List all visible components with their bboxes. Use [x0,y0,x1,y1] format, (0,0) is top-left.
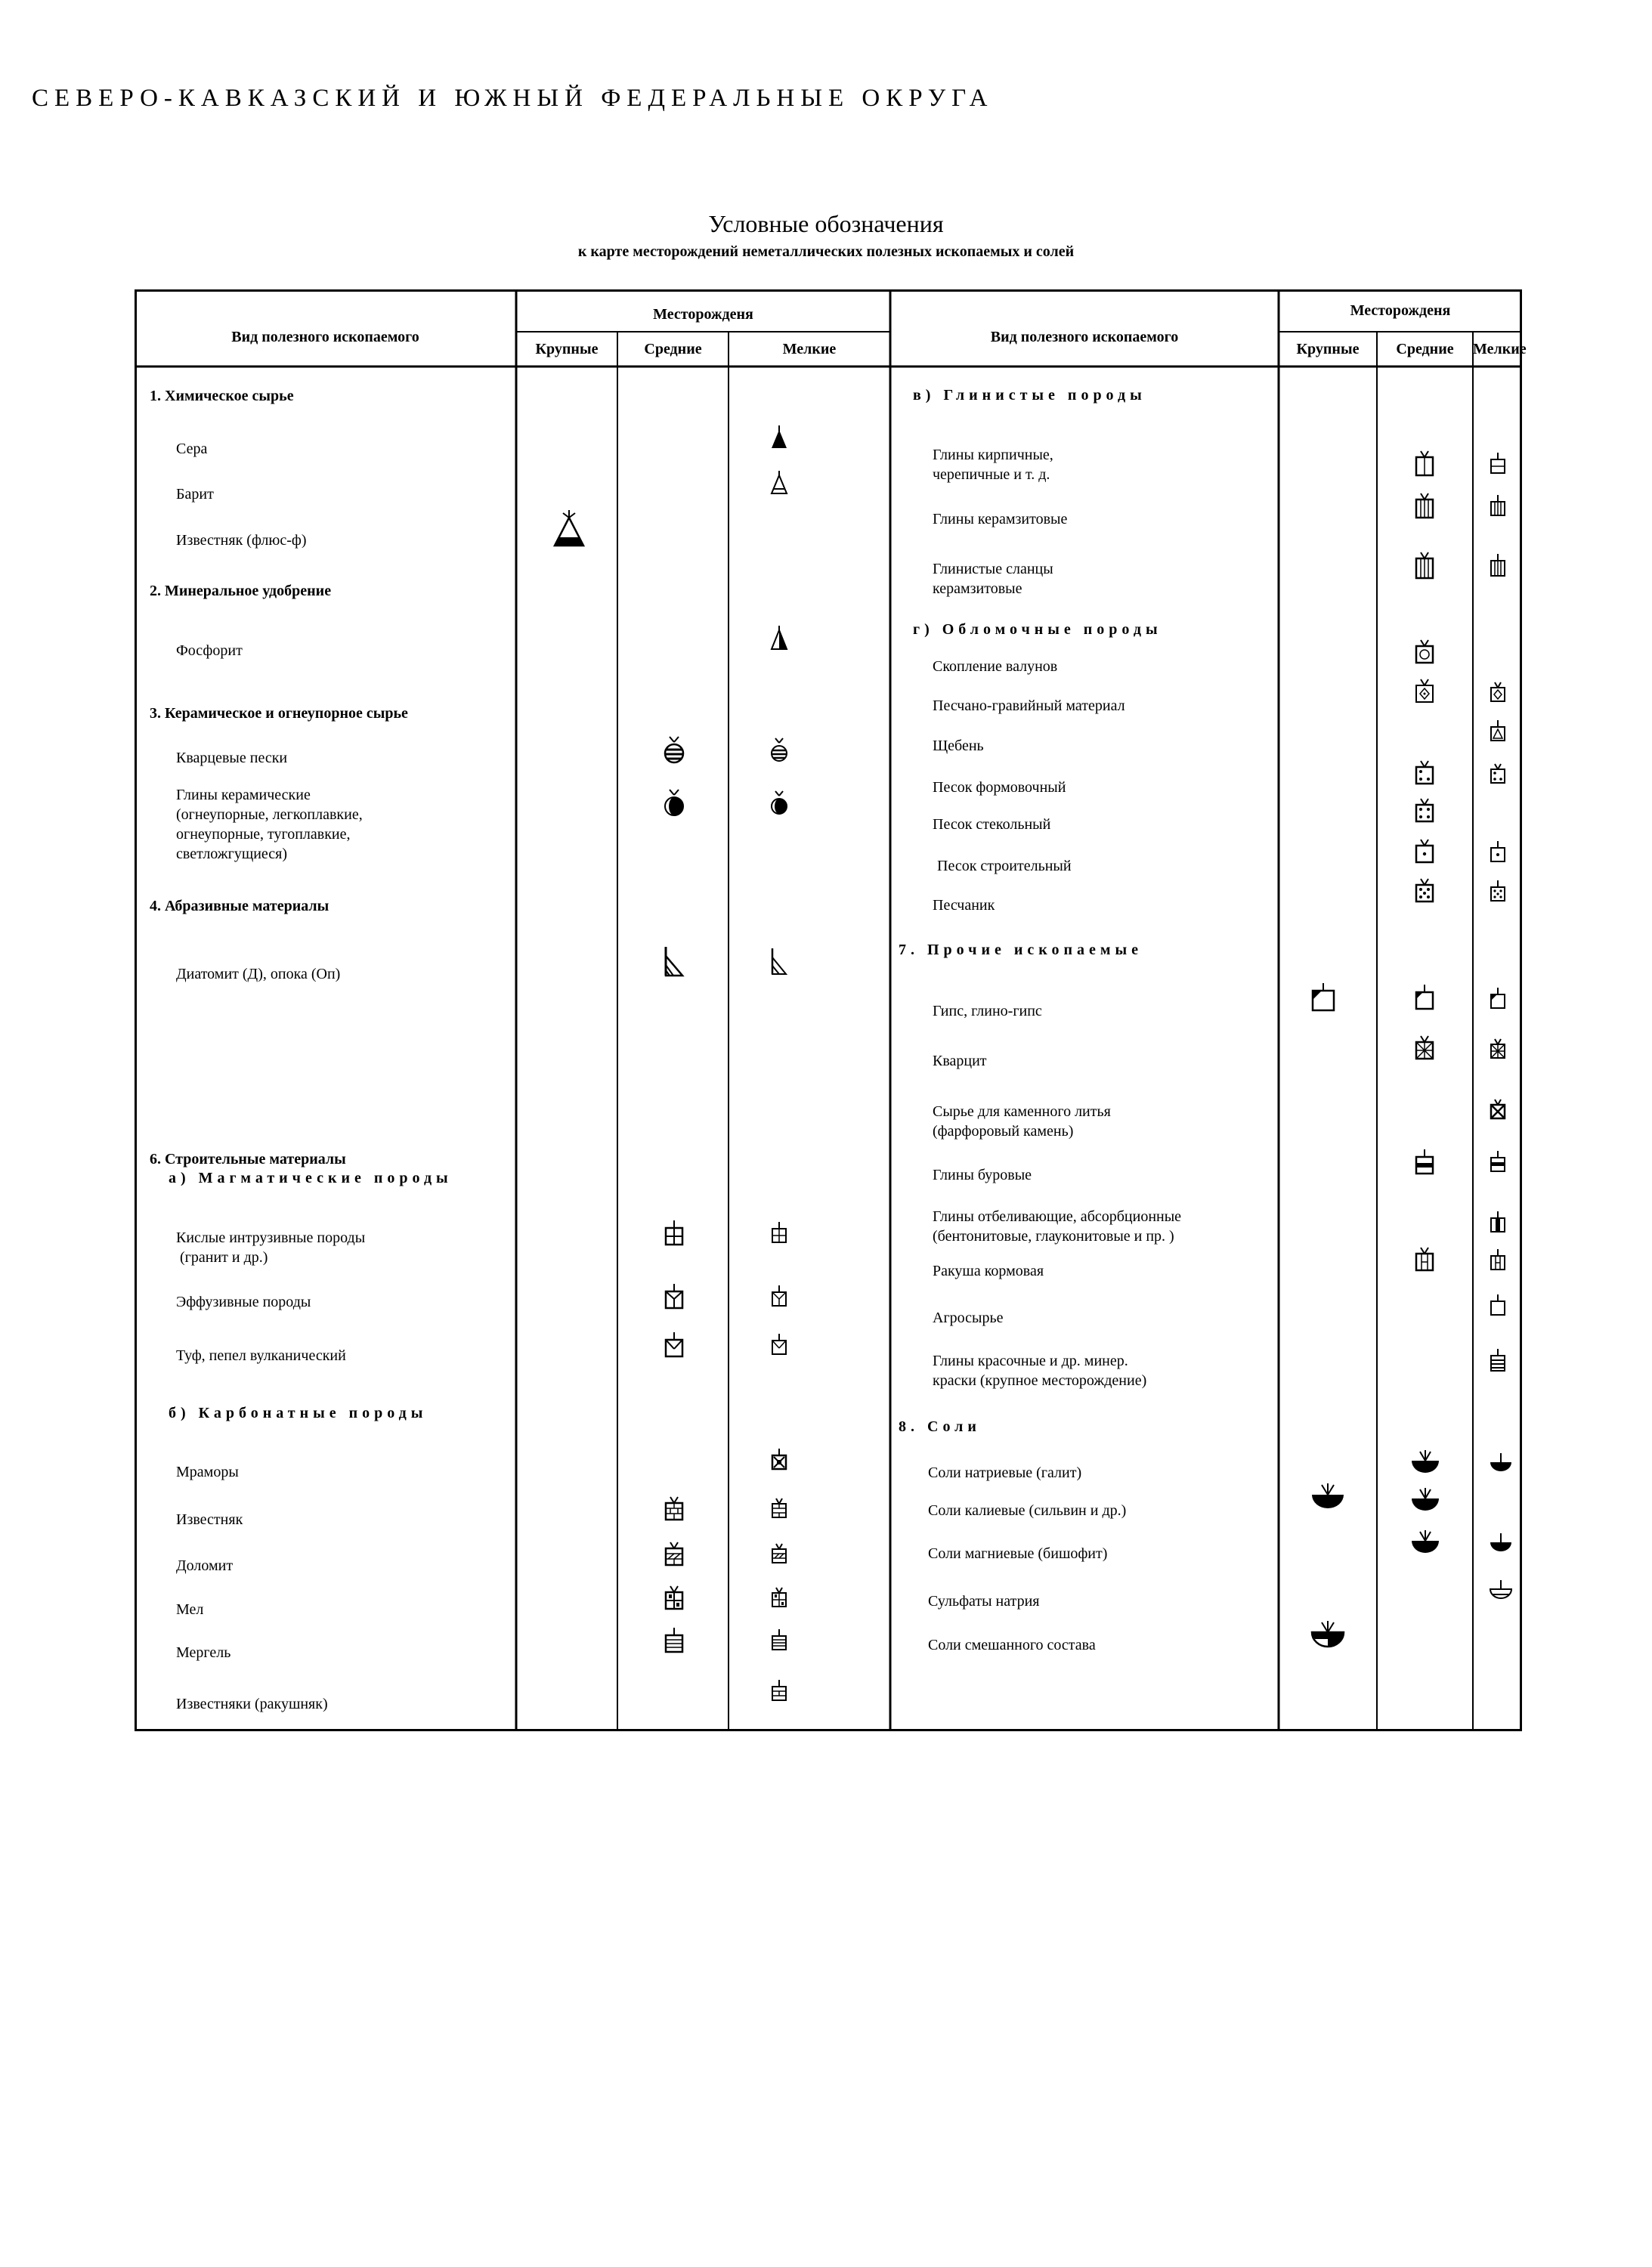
stone-casting-icon [1489,1098,1507,1122]
item-drilling-clay: Глины буровые [933,1167,1032,1183]
marl-square-small-icon [770,1629,788,1653]
item-effusive: Эффузивные породы [176,1294,311,1310]
sandstone-small-icon [1489,880,1507,905]
y-square-small-icon [770,1285,788,1310]
item-dolomite: Доломит [176,1557,234,1574]
item-sulfur: Сера [176,441,208,457]
item-paint-clay: Глины красочные и др. минер. [933,1353,1128,1369]
item-paint-clay-line2: краски (крупное месторождение) [933,1372,1147,1389]
item-mixed-salts: Соли смешанного состава [928,1637,1096,1653]
half-circle-filled-small-icon [1489,1533,1513,1554]
item-glass-sand: Песок стекольный [933,816,1051,833]
item-ceramic-clay-line3: огнеупорные, тугоплавкие, [176,826,351,843]
gypsum-small-icon [1489,988,1507,1012]
item-feed-shell: Ракуша кормовая [933,1263,1044,1279]
building-sand-icon [1414,838,1435,865]
expanded-clay-icon [1413,492,1436,521]
brick-clay-icon [1413,450,1436,478]
expanded-clay-small-icon [1489,495,1507,519]
agro-raw-icon [1489,1294,1507,1319]
quartzite-small-icon [1489,1038,1507,1062]
legend-table [135,289,1527,1731]
header-small-left: Мелкие [782,341,837,357]
item-ceramic-clay-line4: светложгущиеся) [176,846,288,862]
envelope-square-icon [664,1332,685,1359]
feed-shell-icon [1414,1246,1435,1273]
brick-square-small-icon [770,1497,788,1521]
item-agro-raw: Агросырье [933,1310,1004,1326]
item-chalk: Мел [176,1601,204,1618]
item-building-sand: Песок строительный [937,858,1072,874]
sand-gravel-small-icon [1489,681,1507,705]
half-circle-filled-small-icon [1489,1453,1513,1474]
item-sodium-sulfates: Сульфаты натрия [928,1593,1040,1610]
section-ceramic: 3. Керамическое и огнеупорное сырье [150,705,408,722]
half-circle-mixed-icon [1310,1621,1345,1650]
item-shell-limestone: Известняки (ракушняк) [176,1696,328,1712]
item-magnesium-salts: Соли магниевые (бишофит) [928,1545,1108,1562]
header-large-right: Крупные [1296,341,1360,357]
header-medium-left: Средние [644,341,702,357]
item-marble: Мраморы [176,1464,239,1480]
flux-triangle-icon [552,510,586,548]
item-quartz-sand: Кварцевые пески [176,750,288,766]
drilling-clay-icon [1414,1149,1435,1177]
item-expanded-clay: Глины керамзитовые [933,511,1068,527]
brick-square-icon [664,1495,685,1523]
item-brick-clay-line2: черепичные и т. д. [933,466,1050,483]
half-circle-filled-icon [1410,1530,1440,1554]
molding-sand-small-icon [1489,762,1507,787]
feed-shell-small-icon [1489,1249,1507,1273]
item-brick-clay: Глины кирпичные, [933,447,1053,463]
item-bleaching-clay: Глины отбеливающие, абсорбционные [933,1208,1182,1225]
quartzite-icon [1414,1035,1435,1062]
header-mineral-type-left: Вид полезного ископаемого [231,329,419,345]
item-tuff: Туф, пепел вулканический [176,1347,346,1364]
item-diatomite: Диатомит (Д), опока (Оп) [176,966,341,982]
item-crushed-stone: Щебень [933,738,984,754]
legend-title: Условные обозначения [708,210,944,237]
item-boulders: Скопление валунов [933,658,1058,675]
item-acid-intrusive: Кислые интрузивные породы [176,1229,366,1246]
right-triangle-small-icon [769,948,789,976]
shell-limestone-square-icon [770,1680,788,1704]
half-circle-filled-large-icon [1310,1483,1345,1511]
striped-circle-small-icon [769,737,789,764]
half-moon-circle-icon [663,788,685,818]
item-clay-shale-line2: керамзитовые [933,580,1022,597]
half-circle-filled-icon [1410,1488,1440,1512]
x-square-icon [770,1449,788,1473]
molding-sand-icon [1414,759,1435,787]
item-molding-sand: Песок формовочный [933,779,1066,796]
sand-gravel-icon [1414,678,1435,705]
boulder-square-icon [1414,639,1435,666]
item-phosphorite: Фосфорит [176,642,243,659]
subsection-magmatic: а) Магматические породы [169,1170,453,1186]
triangle-striped-icon [769,471,789,495]
bleaching-clay-icon [1489,1211,1507,1236]
clay-shale-icon [1413,551,1436,581]
item-marl: Мергель [176,1644,231,1661]
header-large-left: Крупные [535,341,599,357]
section-other: 7. Прочие ископаемые [899,942,1143,958]
section-abrasive: 4. Абразивные материалы [150,898,329,914]
triangle-half-filled-icon [769,626,789,651]
item-limestone-flux: Известняк (флюс-ф) [176,532,307,549]
item-bleaching-clay-line2: (бентонитовые, глауконитовые и пр. ) [933,1228,1174,1245]
legend-subtitle: к карте месторождений неметаллических полезных ископаемых и солей [577,243,1075,260]
section-fertilizer: 2. Минеральное удобрение [150,583,332,599]
gypsum-icon [1414,985,1435,1012]
gypsum-large-icon [1310,983,1336,1013]
cross-square-small-icon [770,1222,788,1246]
triangle-filled-icon [769,425,789,450]
item-quartzite: Кварцит [933,1053,987,1069]
item-gypsum: Гипс, глино-гипс [933,1003,1042,1019]
building-sand-small-icon [1489,841,1507,865]
glass-sand-icon [1414,797,1435,824]
header-medium-right: Средние [1396,341,1454,357]
crushed-stone-icon [1489,720,1507,744]
paint-clay-icon [1489,1349,1507,1375]
clay-shale-small-icon [1489,554,1507,580]
item-ceramic-clay: Глины керамические [176,787,311,803]
right-triangle-icon [662,947,685,977]
chalk-square-small-icon [770,1586,788,1610]
half-moon-circle-small-icon [769,790,789,817]
item-limestone: Известняк [176,1511,243,1528]
header-deposits-left: Месторожденя [653,306,753,323]
section-salts: 8. Соли [899,1418,981,1435]
drilling-clay-small-icon [1489,1151,1507,1175]
sandstone-icon [1414,877,1435,905]
section-construction: 6. Строительные материалы [150,1151,346,1168]
item-ceramic-clay-line2: (огнеупорные, легкоплавкие, [176,806,363,823]
brick-clay-small-icon [1489,453,1507,477]
page-header: СЕВЕРО-КАВКАЗСКИЙ И ЮЖНЫЙ ФЕДЕРАЛЬНЫЕ ОКРУГА [32,85,994,112]
marl-square-icon [664,1628,685,1655]
y-square-icon [664,1284,685,1311]
item-stone-casting-line2: (фарфоровый камень) [933,1123,1074,1140]
item-stone-casting: Сырье для каменного литья [933,1103,1111,1120]
subsection-carbonate: б) Карбонатные породы [169,1405,428,1421]
item-acid-intrusive-line2: (гранит и др.) [180,1249,268,1266]
item-sandstone: Песчаник [933,897,995,914]
item-sodium-salts: Соли натриевые (галит) [928,1464,1082,1481]
striped-circle-icon [663,735,685,765]
chalk-square-icon [664,1585,685,1612]
dolomite-square-small-icon [770,1542,788,1566]
item-potassium-salts: Соли калиевые (сильвин и др.) [928,1502,1127,1519]
item-clay-shale: Глинистые сланцы [933,561,1053,577]
section-chemical: 1. Химическое сырье [150,388,294,404]
cross-square-icon [664,1220,685,1248]
item-barite: Барит [176,486,214,503]
subsection-clastic: г) Обломочные породы [913,621,1162,638]
subsection-clay: в) Глинистые породы [913,387,1146,404]
half-circle-filled-icon [1410,1450,1440,1474]
header-mineral-type-right: Вид полезного ископаемого [990,329,1179,345]
item-sand-gravel: Песчано-гравийный материал [933,697,1125,714]
dolomite-square-icon [664,1541,685,1568]
half-circle-outline-icon [1489,1580,1513,1603]
header-deposits-right: Месторожденя [1350,302,1451,319]
envelope-square-small-icon [770,1334,788,1358]
header-small-right: Мелкие [1473,341,1527,357]
